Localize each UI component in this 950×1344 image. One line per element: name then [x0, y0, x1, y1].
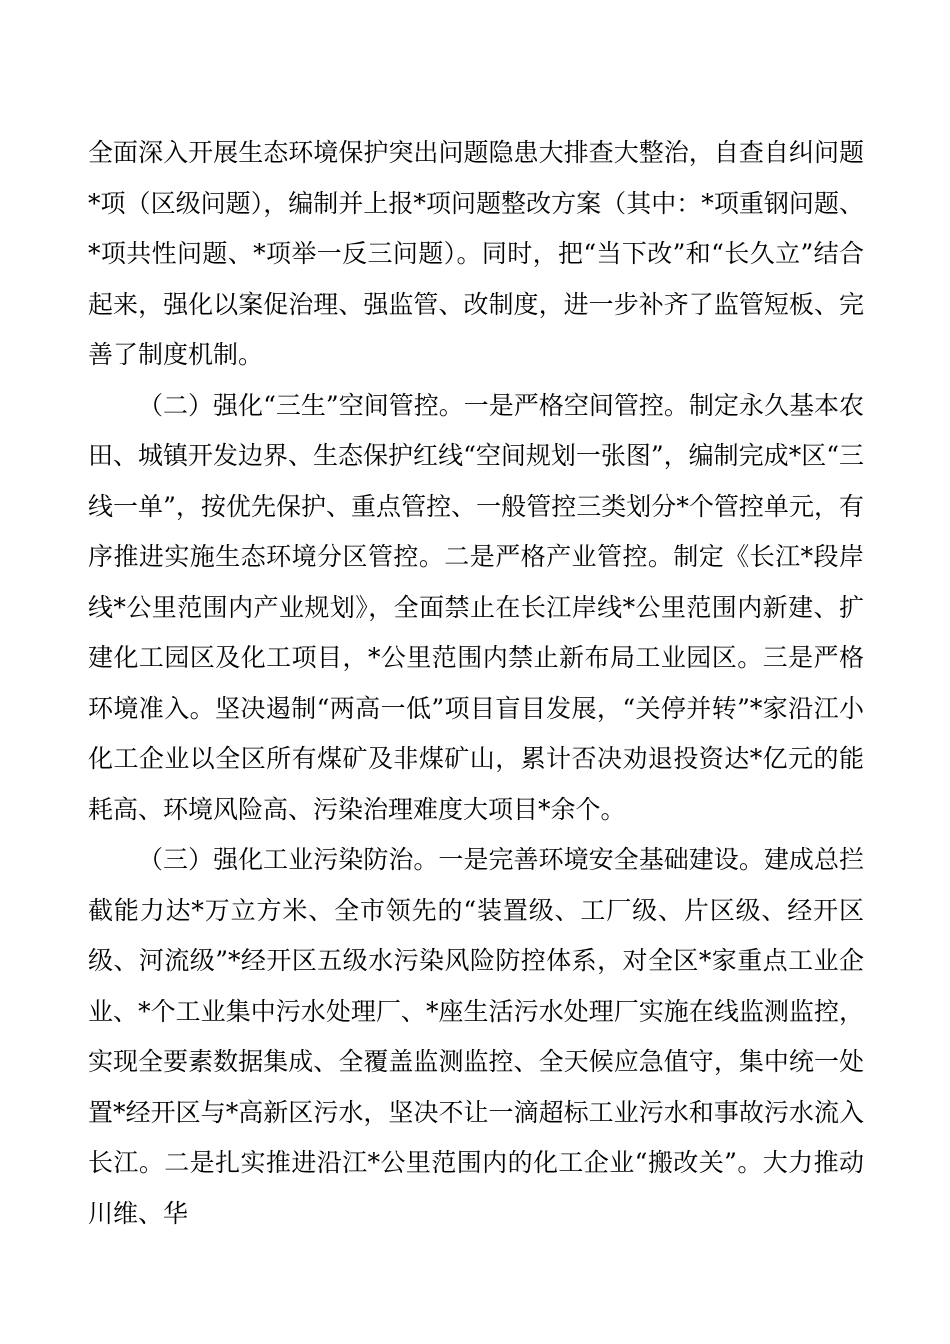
document-body	[88, 128, 864, 1239]
paragraph-spatial-control: （二）强化“三生”空间管控。一是严格空间管控。制定永久基本农田、城镇开发边界、生态保护红线“空间规划一张图”，编制完成*区“三线一单”，按优先保护、重点管控、一般管控三类划分*个管控单元，有序推进实施生态环境分区管控。二是严格产业管控。制定《长江*段岸线*公里范围内产业规划》，全面禁止在长江岸线*公里范围内新建、扩建化工园区及化工项目，*公里范围内禁止新布局工业园区。三是严格环境准入。坚决遏制“两高一低”项目盲目发展，“关停并转”*家沿江小化工企业以全区所有煤矿及非煤矿山，累计否决劝退投资达*亿元的能耗高、环境风险高、污染治理难度大项目*余个。	[88, 390, 864, 824]
paragraph-industrial-pollution: （三）强化工业污染防治。一是完善环境安全基础建设。建成总拦截能力达*万立方米、全市领先的“装置级、工厂级、片区级、经开区级、河流级”*经开区五级水污染风险防控体系，对全区*家重点工业企业、*个工业集中污水处理厂、*座生活污水处理厂实施在线监测监控，实现全要素数据集成、全覆盖监测监控、全天候应急值守，集中统一处置*经开区与*高新区污水，坚决不让一滴超标工业污水和事故污水流入长江。二是扎实推进沿江*公里范围内的化工企业“搬改关”。大力推动川维、华	[88, 845, 864, 1228]
paragraph-continuation: 全面深入开展生态环境保护突出问题隐患大排查大整治，自查自纠问题*项（区级问题），编制并上报*项问题整改方案（其中：*项重钢问题、*项共性问题、*项举一反三问题）。同时，把“当下改”和“长久立”结合起来，强化以案促治理、强监管、改制度，进一步补齐了监管短板、完善了制度机制。	[88, 138, 864, 369]
